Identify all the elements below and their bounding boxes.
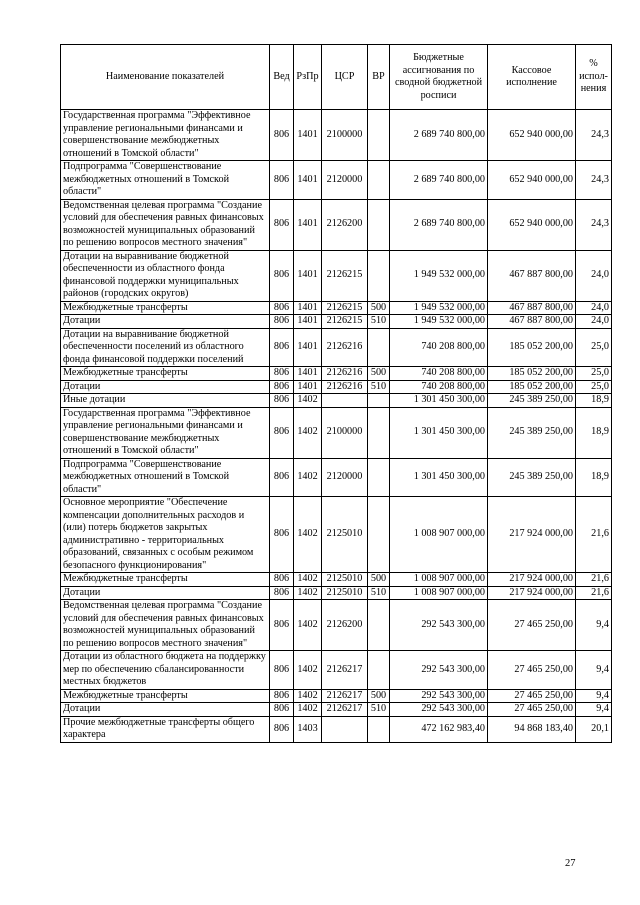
cell-ved: 806 <box>270 250 294 301</box>
table-row <box>61 586 612 600</box>
header-cash-execution: Кассовое исполнение <box>488 45 576 110</box>
cell-vr: 510 <box>368 315 390 329</box>
cell-rzpr: 1402 <box>294 703 322 717</box>
budget-report-page <box>60 44 611 743</box>
cell-assignments: 1 301 450 300,00 <box>390 394 488 408</box>
cell-vr <box>368 328 390 367</box>
cell-vr: 510 <box>368 380 390 394</box>
cell-rzpr: 1401 <box>294 250 322 301</box>
cell-execution-percent: 18,9 <box>576 407 612 458</box>
cell-ved: 806 <box>270 407 294 458</box>
cell-cash-execution: 217 924 000,00 <box>488 573 576 587</box>
cell-assignments: 292 543 300,00 <box>390 600 488 651</box>
cell-name: Иные дотации <box>61 394 270 408</box>
cell-execution-percent: 25,0 <box>576 328 612 367</box>
cell-assignments: 1 949 532 000,00 <box>390 315 488 329</box>
cell-vr: 500 <box>368 689 390 703</box>
cell-assignments: 1 949 532 000,00 <box>390 250 488 301</box>
cell-csr <box>322 394 368 408</box>
cell-assignments: 740 208 800,00 <box>390 328 488 367</box>
cell-rzpr: 1402 <box>294 586 322 600</box>
cell-execution-percent: 24,3 <box>576 161 612 200</box>
cell-rzpr: 1402 <box>294 651 322 690</box>
cell-execution-percent: 24,0 <box>576 301 612 315</box>
cell-assignments: 292 543 300,00 <box>390 651 488 690</box>
cell-assignments: 472 162 983,40 <box>390 716 488 742</box>
cell-assignments: 1 301 450 300,00 <box>390 458 488 497</box>
cell-cash-execution: 652 940 000,00 <box>488 199 576 250</box>
cell-vr: 500 <box>368 573 390 587</box>
cell-ved: 806 <box>270 328 294 367</box>
header-rzpr: РзПр <box>294 45 322 110</box>
cell-ved: 806 <box>270 394 294 408</box>
cell-ved: 806 <box>270 315 294 329</box>
cell-execution-percent: 21,6 <box>576 497 612 573</box>
table-row <box>61 367 612 381</box>
header-execution-percent: % испол-нения <box>576 45 612 110</box>
cell-vr <box>368 161 390 200</box>
table-row <box>61 651 612 690</box>
cell-cash-execution: 245 389 250,00 <box>488 394 576 408</box>
cell-name: Межбюджетные трансферты <box>61 301 270 315</box>
cell-rzpr: 1401 <box>294 161 322 200</box>
cell-ved: 806 <box>270 301 294 315</box>
cell-cash-execution: 245 389 250,00 <box>488 458 576 497</box>
cell-execution-percent: 24,3 <box>576 199 612 250</box>
table-row <box>61 600 612 651</box>
cell-vr <box>368 497 390 573</box>
cell-vr: 500 <box>368 301 390 315</box>
cell-vr <box>368 394 390 408</box>
cell-rzpr: 1402 <box>294 497 322 573</box>
cell-cash-execution: 217 924 000,00 <box>488 497 576 573</box>
table-row <box>61 573 612 587</box>
cell-name: Государственная программа "Эффективное управление региональными финансами и совершенствование межбюджетных отношений в Томской области" <box>61 407 270 458</box>
cell-ved: 806 <box>270 458 294 497</box>
cell-rzpr: 1401 <box>294 328 322 367</box>
cell-rzpr: 1401 <box>294 199 322 250</box>
cell-assignments: 740 208 800,00 <box>390 380 488 394</box>
table-body <box>61 110 612 743</box>
cell-name: Подпрограмма "Совершенствование межбюджетных отношений в Томской области" <box>61 161 270 200</box>
cell-ved: 806 <box>270 689 294 703</box>
budget-table <box>60 44 612 743</box>
cell-vr <box>368 407 390 458</box>
table-header-row <box>61 45 612 110</box>
cell-cash-execution: 245 389 250,00 <box>488 407 576 458</box>
cell-csr: 2125010 <box>322 573 368 587</box>
cell-vr: 500 <box>368 367 390 381</box>
cell-cash-execution: 217 924 000,00 <box>488 586 576 600</box>
cell-name: Межбюджетные трансферты <box>61 573 270 587</box>
header-name: Наименование показателей <box>61 45 270 110</box>
cell-csr: 2126217 <box>322 651 368 690</box>
cell-ved: 806 <box>270 600 294 651</box>
cell-vr <box>368 600 390 651</box>
cell-cash-execution: 467 887 800,00 <box>488 301 576 315</box>
cell-cash-execution: 652 940 000,00 <box>488 161 576 200</box>
page-number: 27 <box>565 858 576 869</box>
cell-vr <box>368 716 390 742</box>
cell-rzpr: 1401 <box>294 301 322 315</box>
cell-csr: 2126216 <box>322 328 368 367</box>
cell-assignments: 292 543 300,00 <box>390 703 488 717</box>
cell-ved: 806 <box>270 573 294 587</box>
cell-ved: 806 <box>270 651 294 690</box>
cell-ved: 806 <box>270 110 294 161</box>
header-ved: Вед <box>270 45 294 110</box>
cell-name: Дотации <box>61 586 270 600</box>
cell-ved: 806 <box>270 497 294 573</box>
cell-name: Дотации из областного бюджета на поддержку мер по обеспечению сбалансированности местных бюджетов <box>61 651 270 690</box>
cell-csr: 2100000 <box>322 110 368 161</box>
cell-execution-percent: 21,6 <box>576 573 612 587</box>
cell-rzpr: 1403 <box>294 716 322 742</box>
table-row <box>61 199 612 250</box>
cell-csr: 2126215 <box>322 250 368 301</box>
cell-assignments: 2 689 740 800,00 <box>390 161 488 200</box>
cell-cash-execution: 27 465 250,00 <box>488 651 576 690</box>
cell-name: Прочие межбюджетные трансферты общего характера <box>61 716 270 742</box>
cell-assignments: 740 208 800,00 <box>390 367 488 381</box>
cell-vr <box>368 651 390 690</box>
cell-name: Дотации на выравнивание бюджетной обеспеченности из областного фонда финансовой поддержки муниципальных районов (городских округов) <box>61 250 270 301</box>
cell-execution-percent: 25,0 <box>576 380 612 394</box>
cell-csr: 2126200 <box>322 199 368 250</box>
cell-csr: 2126215 <box>322 301 368 315</box>
cell-rzpr: 1401 <box>294 315 322 329</box>
cell-csr: 2126200 <box>322 600 368 651</box>
cell-csr: 2120000 <box>322 161 368 200</box>
cell-csr <box>322 716 368 742</box>
cell-name: Ведомственная целевая программа "Создание условий для обеспечения равных финансовых возможностей муниципальных образований по решению вопросов местного значения" <box>61 600 270 651</box>
cell-rzpr: 1402 <box>294 600 322 651</box>
cell-csr: 2100000 <box>322 407 368 458</box>
cell-execution-percent: 9,4 <box>576 651 612 690</box>
header-csr: ЦСР <box>322 45 368 110</box>
cell-cash-execution: 94 868 183,40 <box>488 716 576 742</box>
cell-csr: 2126217 <box>322 689 368 703</box>
cell-rzpr: 1402 <box>294 407 322 458</box>
cell-rzpr: 1401 <box>294 110 322 161</box>
cell-ved: 806 <box>270 716 294 742</box>
cell-assignments: 292 543 300,00 <box>390 689 488 703</box>
cell-rzpr: 1402 <box>294 458 322 497</box>
cell-csr: 2120000 <box>322 458 368 497</box>
cell-name: Подпрограмма "Совершенствование межбюджетных отношений в Томской области" <box>61 458 270 497</box>
cell-csr: 2125010 <box>322 586 368 600</box>
cell-cash-execution: 27 465 250,00 <box>488 689 576 703</box>
table-row <box>61 250 612 301</box>
cell-rzpr: 1402 <box>294 689 322 703</box>
cell-assignments: 2 689 740 800,00 <box>390 110 488 161</box>
cell-rzpr: 1402 <box>294 394 322 408</box>
cell-ved: 806 <box>270 703 294 717</box>
cell-cash-execution: 467 887 800,00 <box>488 250 576 301</box>
cell-execution-percent: 9,4 <box>576 600 612 651</box>
cell-assignments: 2 689 740 800,00 <box>390 199 488 250</box>
cell-cash-execution: 27 465 250,00 <box>488 703 576 717</box>
cell-execution-percent: 9,4 <box>576 703 612 717</box>
cell-execution-percent: 25,0 <box>576 367 612 381</box>
cell-cash-execution: 467 887 800,00 <box>488 315 576 329</box>
cell-execution-percent: 21,6 <box>576 586 612 600</box>
cell-vr <box>368 110 390 161</box>
cell-csr: 2126215 <box>322 315 368 329</box>
cell-cash-execution: 652 940 000,00 <box>488 110 576 161</box>
cell-vr: 510 <box>368 703 390 717</box>
cell-name: Государственная программа "Эффективное управление региональными финансами и совершенствование межбюджетных отношений в Томской области" <box>61 110 270 161</box>
table-row <box>61 328 612 367</box>
cell-execution-percent: 18,9 <box>576 394 612 408</box>
cell-assignments: 1 949 532 000,00 <box>390 301 488 315</box>
header-assignments: Бюджетные ассигнования по сводной бюджетной росписи <box>390 45 488 110</box>
cell-csr: 2125010 <box>322 497 368 573</box>
cell-ved: 806 <box>270 380 294 394</box>
cell-name: Дотации на выравнивание бюджетной обеспеченности поселений из областного фонда финансовой поддержки поселений <box>61 328 270 367</box>
cell-vr: 510 <box>368 586 390 600</box>
cell-vr <box>368 199 390 250</box>
table-row <box>61 301 612 315</box>
cell-rzpr: 1401 <box>294 367 322 381</box>
table-row <box>61 689 612 703</box>
header-vr: ВР <box>368 45 390 110</box>
table-row <box>61 716 612 742</box>
table-row <box>61 315 612 329</box>
cell-name: Ведомственная целевая программа "Создание условий для обеспечения равных финансовых возможностей муниципальных образований по решению вопросов местного значения" <box>61 199 270 250</box>
cell-ved: 806 <box>270 161 294 200</box>
table-row <box>61 407 612 458</box>
table-row <box>61 110 612 161</box>
cell-vr <box>368 250 390 301</box>
cell-execution-percent: 24,0 <box>576 250 612 301</box>
cell-execution-percent: 20,1 <box>576 716 612 742</box>
table-row <box>61 161 612 200</box>
cell-execution-percent: 24,3 <box>576 110 612 161</box>
cell-execution-percent: 18,9 <box>576 458 612 497</box>
cell-csr: 2126217 <box>322 703 368 717</box>
cell-name: Дотации <box>61 315 270 329</box>
cell-rzpr: 1401 <box>294 380 322 394</box>
cell-name: Основное мероприятие "Обеспечение компенсации дополнительных расходов и (или) потерь бюджетов закрытых административно - территориальных образований, связанных с особым режимом безопасного функционирования" <box>61 497 270 573</box>
cell-ved: 806 <box>270 367 294 381</box>
cell-cash-execution: 185 052 200,00 <box>488 328 576 367</box>
table-row <box>61 394 612 408</box>
table-row <box>61 497 612 573</box>
cell-ved: 806 <box>270 586 294 600</box>
cell-assignments: 1 008 907 000,00 <box>390 586 488 600</box>
table-row <box>61 380 612 394</box>
cell-assignments: 1 301 450 300,00 <box>390 407 488 458</box>
cell-execution-percent: 24,0 <box>576 315 612 329</box>
cell-vr <box>368 458 390 497</box>
table-row <box>61 703 612 717</box>
table-row <box>61 458 612 497</box>
cell-cash-execution: 27 465 250,00 <box>488 600 576 651</box>
cell-assignments: 1 008 907 000,00 <box>390 497 488 573</box>
cell-cash-execution: 185 052 200,00 <box>488 380 576 394</box>
cell-ved: 806 <box>270 199 294 250</box>
cell-cash-execution: 185 052 200,00 <box>488 367 576 381</box>
cell-name: Дотации <box>61 703 270 717</box>
cell-name: Дотации <box>61 380 270 394</box>
cell-csr: 2126216 <box>322 380 368 394</box>
cell-execution-percent: 9,4 <box>576 689 612 703</box>
cell-name: Межбюджетные трансферты <box>61 367 270 381</box>
cell-csr: 2126216 <box>322 367 368 381</box>
cell-name: Межбюджетные трансферты <box>61 689 270 703</box>
cell-rzpr: 1402 <box>294 573 322 587</box>
cell-assignments: 1 008 907 000,00 <box>390 573 488 587</box>
